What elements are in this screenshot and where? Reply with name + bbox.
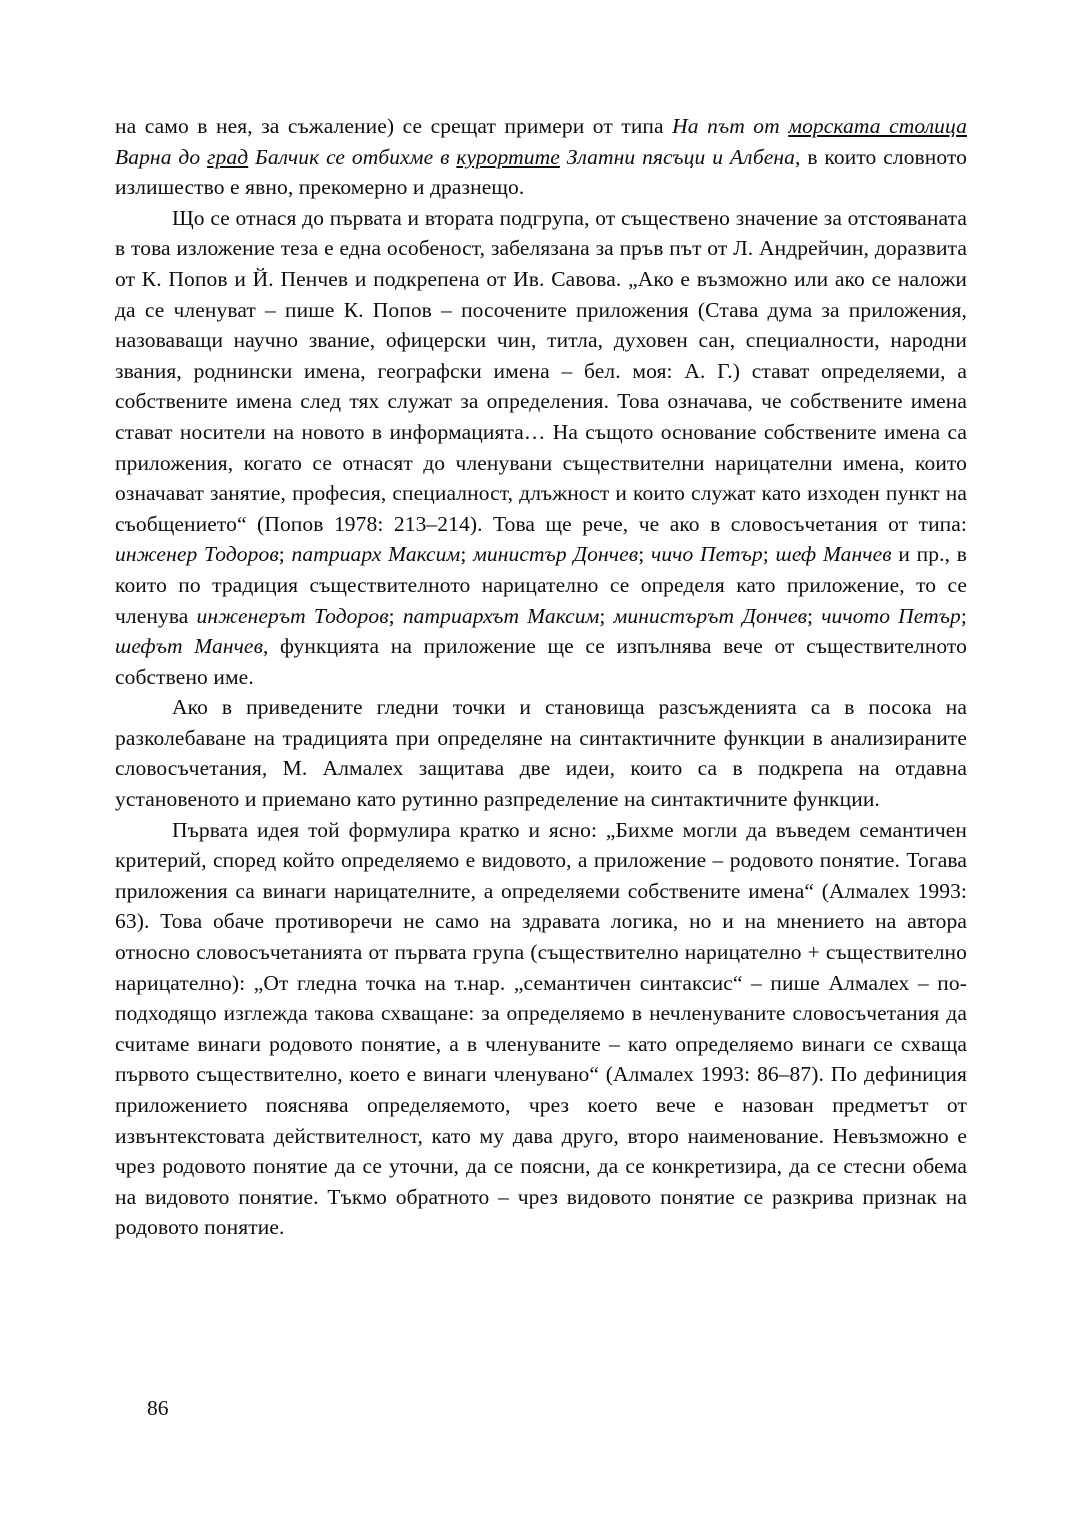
- text-run: Балчик се отбихме в: [248, 144, 457, 169]
- text-run: ;: [460, 542, 474, 567]
- text-run: патриарх Максим: [291, 542, 461, 567]
- text-run: ;: [638, 542, 651, 567]
- text-run: морската столица: [788, 114, 967, 138]
- page-number: 86: [147, 1396, 169, 1420]
- text-run: ;: [762, 542, 776, 567]
- text-run: патриархът Максим: [402, 603, 600, 628]
- text-run: град: [207, 144, 249, 169]
- text-run: и пр., в които по традиция съществителното нарицателно се определя като приложение, то се членува: [115, 542, 967, 628]
- text-run: инженерът Тодоров: [196, 603, 389, 628]
- text-run: Варна до: [115, 144, 208, 169]
- text-run: на само в нея, за съжаление) се срещат примери от типа: [115, 114, 673, 138]
- paragraph: [115, 815, 967, 1243]
- text-run: шеф Манчев: [775, 542, 892, 567]
- text-run: шефът Манчев: [115, 634, 264, 659]
- text-run: ;: [278, 542, 292, 567]
- text-run: Що се отнася до първата и втората подгрупа, от съществено значение за отстояваната в това изложение теза е една особеност, забелязана за пръв път от Л. Андрейчин, доразвита от К. Попов и Й. Пенчев и подкрепена от Ив. Савова. „Ако е възможно или ако се наложи да се членуват – пише К. Попов – посочените приложения (Става дума за приложения, назоваващи научно звание, офицерски чин, титла, духовен сан, специалности, народни звания, роднински имена, географски имена – бел. моя: А. Г.) стават определяеми, а собствените имена след тях служат за определения. Това означава, че собствените имена стават носители на новото в информацията… На същото основание собствените имена са приложения, когато се отнасят до членувани съществителни нарицателни имена, които означават занятие, професия, специалност, длъжност и които служат като изходен пункт на съобщението“ (Попов 1978: 213–214). Това ще рече, че ако в словосъчетания от типа:: [115, 205, 967, 536]
- text-run: ;: [599, 603, 614, 628]
- text-run: ;: [960, 603, 967, 628]
- text-run: ;: [388, 603, 403, 628]
- text-run: Златни пясъци и Албена: [559, 144, 796, 169]
- text-run: министър Дончев: [473, 542, 639, 567]
- paragraph: [115, 203, 967, 693]
- text-run: министърът Дончев: [613, 603, 808, 628]
- text-run: чичото Петър: [821, 603, 961, 628]
- paragraph: [115, 111, 967, 203]
- text-run: На път от: [672, 114, 789, 138]
- text-run: Първата идея той формулира кратко и ясно: „Бихме могли да въведем семантичен критерий, според който определяемо е видовото, а приложение – родовото понятие. Тогава приложения са винаги нарицателните, а определяеми собствените имена“ (Алмалех 1993: 63). Това обаче противоречи не само на здравата логика, но и на мнението на автора относно словосъчетанията от първата група (съществително нарицателно + съществително нарицателно): „От гледна точка на т.нар. „семантичен синтаксис“ – пише Алмалех – по-подходящо изглежда такова схващане: за определяемо в нечленуваните словосъчетания да считаме винаги родовото понятие, а в членуваните – като определяемо винаги се схваща първото съществително, което е винаги членувано“ (Алмалех 1993: 86–87). По дефиниция приложението пояснява определяемото, чрез което вече е назован предметът от извънтекстовата действителност, като му дава друго, второ наименование. Невъзможно е чрез родовото понятие да се уточни, да се поясни, да се конкретизира, да се стесни обема на видовото понятие. Тъкмо обратното – чрез видовото понятие се разкрива признак на родовото понятие.: [115, 817, 967, 1240]
- page-text: [115, 111, 967, 1243]
- text-run: , в които словното излишество е явно, прекомерно и дразнещо.: [115, 144, 968, 200]
- paragraph: [115, 692, 967, 814]
- text-run: курортите: [456, 144, 560, 169]
- text-run: Ако в приведените гледни точки и становища разсъжденията са в посока на разколебаване на традицията при определяне на синтактичните функции в анализираните словосъчетания, М. Алмалех защитава две идеи, които са в подкрепа на отдавна установеното и приемано като рутинно разпределение на синтактичните функции.: [115, 695, 967, 812]
- text-run: , функцията на приложение ще се изпълнява вече от съществителното собствено име.: [115, 634, 967, 689]
- text-run: инженер Тодоров: [115, 542, 279, 567]
- text-run: ;: [807, 603, 822, 628]
- text-run: чичо Петър: [650, 542, 763, 567]
